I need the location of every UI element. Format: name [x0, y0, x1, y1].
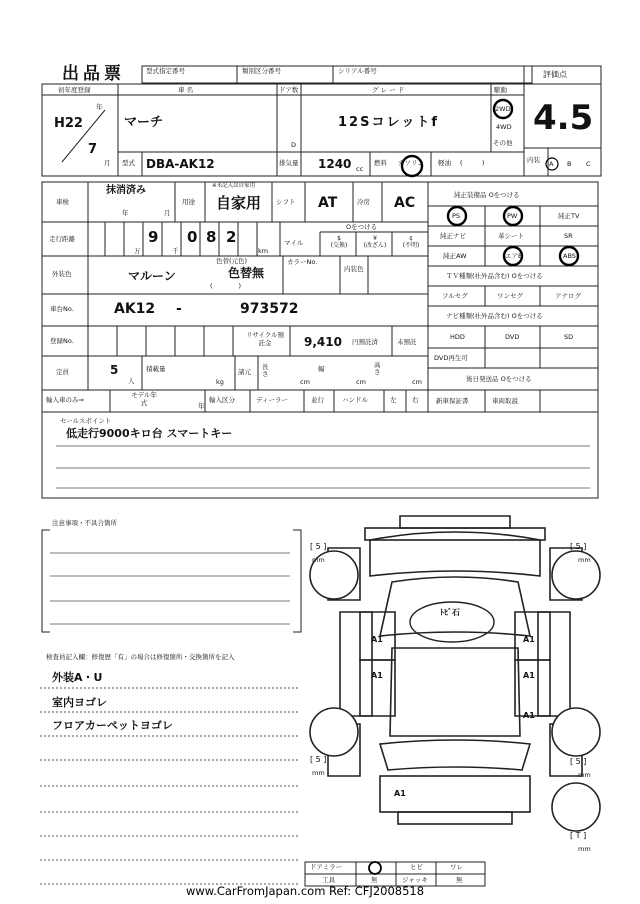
recycle-unit: 円預託済: [352, 338, 378, 346]
chassis-label: 車台No.: [50, 305, 74, 313]
exterior-label: 外装色: [52, 270, 72, 278]
tread-mm: mm: [578, 845, 591, 853]
chassis-prefix: AK12: [114, 301, 156, 317]
displacement-label: 排気量: [279, 159, 299, 167]
light-oil-label: 軽油: [438, 159, 451, 167]
unregistered-note: ※未記入は自家用: [212, 183, 256, 189]
drive-label: 駆動: [494, 86, 507, 94]
inspection-month: 月: [164, 209, 171, 217]
capacity-unit: 人: [128, 377, 135, 385]
tread-mm: mm: [578, 556, 591, 564]
sales-point-label: セールスポイント: [60, 417, 112, 425]
equip-leather: 革シート: [498, 232, 524, 240]
vehicle-manual: 車両取説: [492, 397, 518, 405]
car-name-label: 車 名: [178, 86, 194, 94]
import-label: 輸入車のみ⇒: [46, 396, 84, 404]
handle-left: 左: [390, 396, 397, 404]
damage-mark: A1: [523, 635, 535, 644]
navi-dvd: DVD: [505, 333, 520, 341]
category-label: 類別区分番号: [242, 67, 281, 75]
tv-oneseg: ワンセグ: [497, 292, 523, 300]
sales-point-box: [42, 412, 598, 498]
inspector-note: フロアカーペットヨゴレ: [52, 719, 173, 732]
tread-mm: mm: [312, 769, 325, 777]
door-mirror-label: ドアミラー: [310, 863, 343, 871]
warranty-book: 新車保証書: [436, 397, 469, 405]
mileage-digit: 9: [148, 228, 159, 246]
navi-sd: SD: [564, 333, 574, 341]
usage-label: 用途: [182, 198, 195, 206]
navi-type-title: ナビ種類(社外品含む) Oをつける: [446, 312, 543, 320]
watermark-text: www.CarFromJapan.com Ref: CFJ2008518: [186, 884, 425, 898]
equip-sr: SR: [564, 232, 573, 240]
tread-mm: mm: [578, 771, 591, 779]
first-reg-label: 初年度登録: [58, 86, 91, 94]
equip-pw: PW: [507, 212, 518, 220]
light-oil-paren: ( ): [460, 159, 485, 167]
registration-label: 登録No.: [50, 337, 74, 345]
equipment-title: 純正装備品 Oをつける: [454, 191, 520, 199]
mileage-man: 万: [134, 247, 141, 255]
windshield-mark: ﾄﾋﾞ石: [440, 608, 460, 617]
ac-value: AC: [394, 195, 416, 211]
mile-label: マイル: [284, 239, 304, 247]
damage-mark: A1: [394, 789, 406, 798]
mileage-circle-note: Oをつける: [346, 223, 378, 231]
car-name: マーチ: [124, 115, 164, 130]
damage-mark: A1: [371, 635, 383, 644]
serial-label: シリアル番号: [338, 67, 377, 75]
tread-mm: mm: [312, 556, 325, 564]
score-value: 4.5: [533, 98, 594, 138]
first-reg-month: 7: [88, 142, 98, 157]
interior-a: A: [549, 160, 554, 168]
damage-mark: A1: [523, 671, 535, 680]
door-d: D: [291, 141, 297, 149]
tread-spare: [ T ]: [570, 831, 587, 840]
damage-mark: A1: [371, 671, 383, 680]
tv-fullseg: フルセグ: [442, 292, 468, 300]
mileage-label: 走行距離: [49, 235, 75, 243]
import-dealer: ディーラー: [256, 396, 288, 404]
damage-mark: A1: [523, 711, 535, 720]
drive-2wd: 2WD: [495, 105, 511, 113]
dims-length: 長さ: [262, 363, 269, 378]
fuel-label: 燃料: [374, 159, 387, 167]
interior-label: 内装: [527, 156, 540, 164]
tv-type-title: ＴＶ種類(社外品含む) Oをつける: [446, 272, 543, 280]
tools-none: 無: [371, 876, 378, 884]
mirror-crack: ワレ: [450, 863, 463, 871]
repaint-label: 色替(元色): [216, 257, 248, 265]
inspector-note: 外装A・U: [52, 671, 103, 684]
dims-label: 諸元: [238, 368, 251, 376]
recycle-label: リサイクル預託金: [245, 331, 285, 347]
dims-width: 幅: [318, 365, 325, 373]
ac-label: 冷房: [357, 198, 370, 206]
shift-value: AT: [318, 195, 338, 211]
capacity-people: 5: [110, 363, 119, 377]
fuel-gasoline: ガソリン: [398, 159, 424, 167]
recycle-amount: 9,410: [304, 335, 342, 349]
equip-aw: 純正AW: [443, 252, 467, 260]
recycle-unpaid: 未預託: [397, 338, 417, 346]
tread-front-right: [ 5 ]: [570, 542, 587, 551]
drive-4wd: 4WD: [496, 123, 512, 131]
mileage-modified: ¥ (改ざん): [363, 235, 387, 250]
mileage-km: km: [258, 247, 269, 255]
tread-rear-left: [ 5 ]: [310, 755, 327, 764]
exterior-color: マルーン: [128, 269, 176, 283]
mileage-digit: 8: [206, 228, 217, 246]
chassis-number: 973572: [240, 301, 299, 317]
grade-value: 12Sコレットf: [338, 115, 439, 130]
notes-label: 注意事項・不具合箇所: [52, 519, 117, 527]
interior-b: B: [567, 160, 572, 168]
tread-front-left: [ 5 ]: [310, 542, 327, 551]
inspector-note: 室内ヨゴレ: [52, 696, 107, 709]
tools-label: 工具: [322, 876, 335, 884]
equip-ps: PS: [452, 212, 461, 220]
usage-value: 自家用: [216, 194, 262, 212]
doors-label: ドア数: [279, 86, 299, 94]
interior-c: C: [586, 160, 591, 168]
dims-height-cm: cm: [412, 378, 422, 386]
load-label: 積載量: [146, 365, 166, 373]
tv-analog: アナログ: [555, 292, 581, 300]
dims-width-cm: cm: [356, 378, 366, 386]
mirror-chip: ヒビ: [410, 863, 423, 871]
first-reg-year: H22: [54, 116, 83, 131]
mileage-unknown: ¢ (不明): [402, 235, 420, 250]
type-approval-label: 型式指定番号: [146, 67, 185, 75]
mileage-exchange: $ (交換): [330, 235, 348, 250]
repaint-value: 色替無: [228, 266, 265, 280]
equip-navi: 純正ナビ: [440, 232, 466, 240]
mileage-sen: 千: [172, 247, 179, 255]
form-title: 出品票: [62, 64, 125, 84]
after-title: 後日発送品 Oをつける: [466, 375, 532, 383]
import-type-label: 輸入区分: [209, 396, 235, 404]
repaint-paren: ( ): [210, 282, 242, 290]
drive-other: その他: [493, 139, 513, 147]
dims-length-cm: cm: [300, 378, 310, 386]
handle-label: ハンドル: [342, 396, 368, 404]
interior-color-label: 内装色: [344, 265, 364, 273]
inspection-status: 抹消済み: [106, 185, 146, 196]
equip-airbag: エアB: [505, 252, 523, 260]
navi-hdd: HDD: [450, 333, 465, 341]
car-diagram: [310, 516, 600, 831]
capacity-label: 定員: [56, 368, 69, 376]
model-label: 型式: [122, 159, 135, 167]
color-no-label: カラーNo.: [287, 258, 318, 266]
inspection-year: 年: [122, 209, 129, 217]
model-year-label: モデル年式: [131, 391, 157, 407]
header-id-box: [142, 66, 532, 83]
cc-unit: cc: [356, 165, 364, 173]
equip-tv: 純正TV: [558, 212, 580, 220]
inspector-label: 検査員記入欄：修復歴「有」の場合は修復箇所・交換箇所を記入: [46, 653, 235, 661]
mileage-digit: 2: [226, 228, 237, 246]
shift-label: シフト: [276, 198, 296, 206]
dvd-player: DVD再生可: [434, 354, 468, 362]
jack-label: ジャッキ: [402, 876, 428, 884]
mileage-digit: 0: [187, 228, 198, 246]
chassis-dash: -: [176, 301, 182, 317]
sales-point-text: 低走行9000キロ台 スマートキー: [66, 427, 233, 440]
inspection-label: 車検: [56, 198, 69, 206]
jack-none: 無: [456, 876, 463, 884]
handle-right: 右: [412, 396, 419, 404]
import-parallel: 並行: [311, 396, 324, 404]
grade-label: グ レ ー ド: [372, 86, 405, 94]
model-year-unit: 年: [198, 402, 205, 410]
tread-rear-right: [ 5 ]: [570, 757, 587, 766]
equip-abs: ABS: [563, 252, 576, 260]
dims-height: 高さ: [374, 361, 381, 376]
load-kg: kg: [216, 378, 224, 386]
year-unit: 年: [96, 103, 103, 111]
model-value: DBA-AK12: [146, 157, 215, 171]
displacement-value: 1240: [318, 157, 352, 171]
month-unit: 月: [104, 159, 111, 167]
circled-options: [369, 100, 578, 874]
score-label: 評価点: [543, 70, 567, 79]
